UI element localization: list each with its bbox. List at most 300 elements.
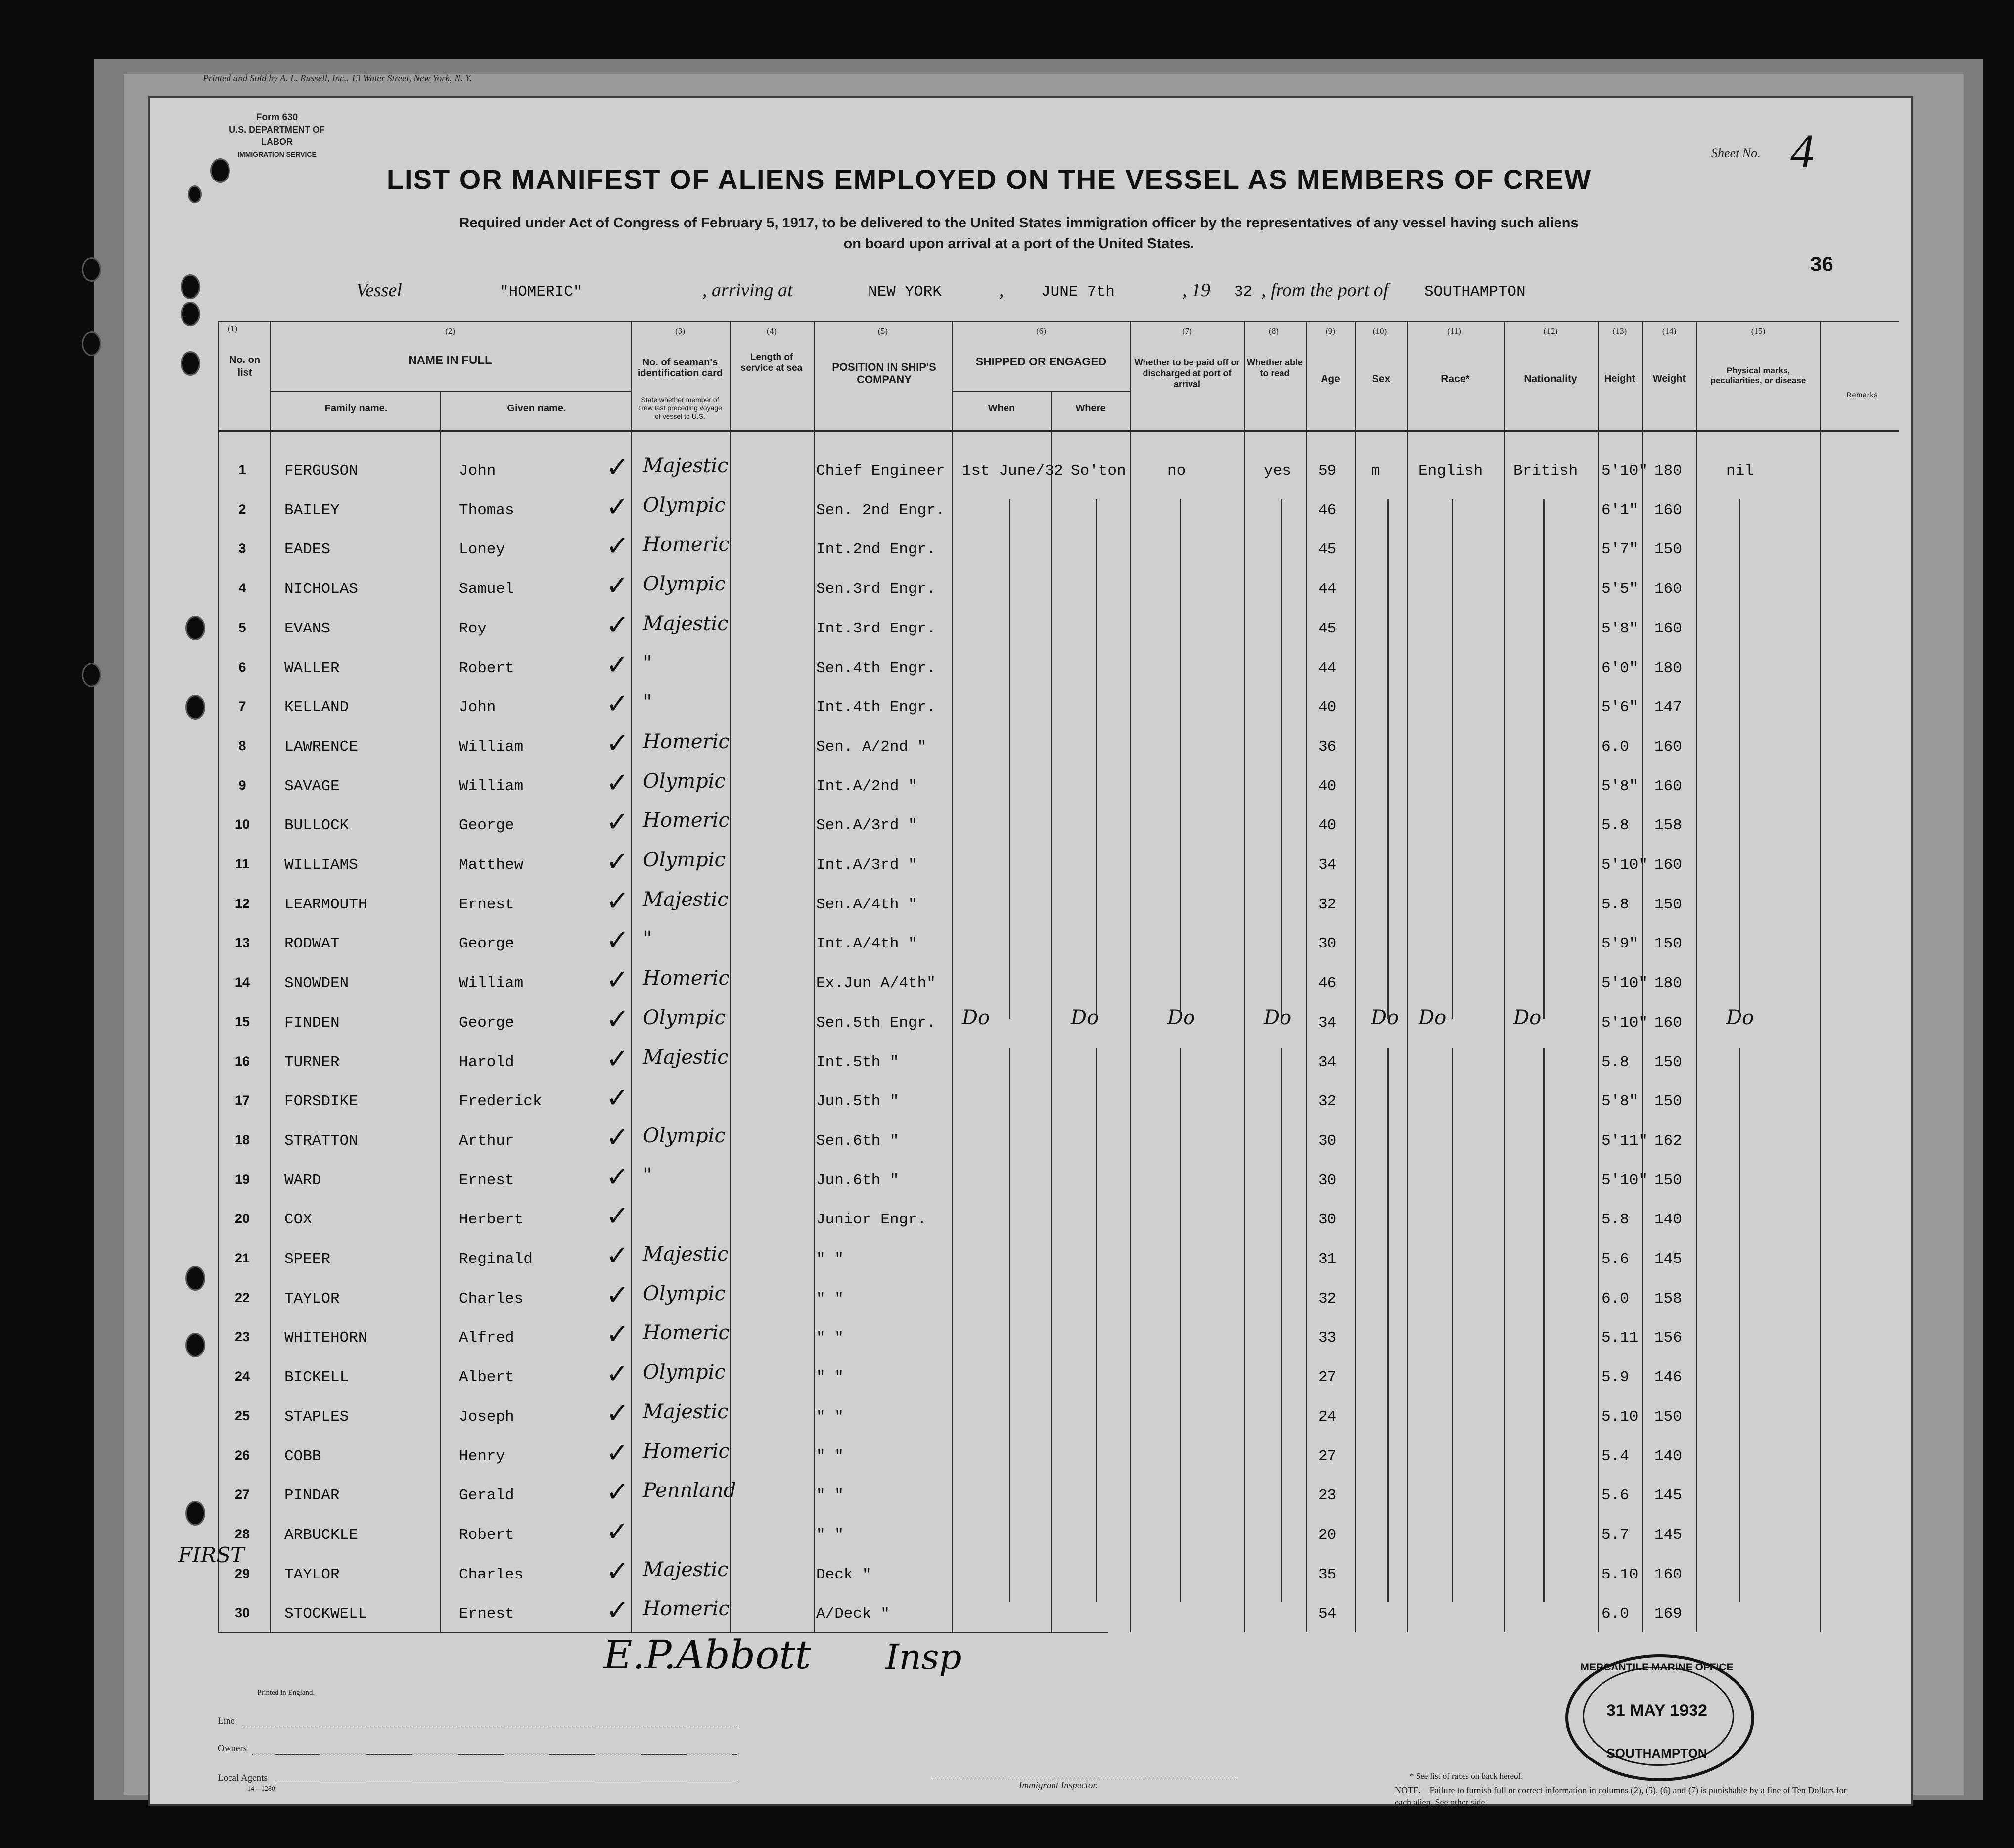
table-row	[0, 924, 2014, 965]
position: Int.4th Engr.	[816, 699, 936, 716]
age: 44	[1318, 581, 1337, 598]
age: 20	[1318, 1527, 1337, 1544]
table-row	[0, 649, 2014, 689]
stamp-bottom-text: SOUTHAMPTON	[1606, 1746, 1707, 1760]
row-number: 16	[234, 1054, 250, 1069]
given-name: George	[459, 935, 514, 952]
weight: 145	[1654, 1251, 1682, 1268]
ditto-stroke	[1739, 1048, 1740, 1602]
table-row	[0, 727, 2014, 768]
identification-card: Homeric	[643, 730, 730, 753]
height: 5.8	[1602, 1054, 1629, 1071]
position: " "	[816, 1369, 844, 1386]
row-number: 4	[238, 581, 246, 595]
table-row	[0, 1003, 2014, 1044]
position: Sen.3rd Engr.	[816, 581, 936, 598]
height: 5'8"	[1602, 1093, 1639, 1110]
height: 5.6	[1602, 1251, 1629, 1268]
checkmark-icon: ✓	[606, 1279, 629, 1311]
sex: Do	[1371, 1006, 1399, 1029]
table-row	[0, 1279, 2014, 1320]
ditto-stroke	[1180, 1048, 1181, 1602]
checkmark-icon: ✓	[606, 1555, 629, 1587]
given-name: William	[459, 778, 524, 795]
given-name: Roy	[459, 620, 487, 637]
column-number: (9)	[1326, 326, 1335, 336]
given-name: George	[459, 1014, 514, 1032]
family-name: TAYLOR	[284, 1290, 340, 1307]
table-row	[0, 1358, 2014, 1398]
row-number: 2	[238, 502, 246, 517]
printer-line: Printed and Sold by A. L. Russell, Inc., 13 Water Street, New York, N. Y.	[203, 73, 472, 84]
column-number: (13)	[1612, 326, 1627, 336]
row-number: 25	[234, 1408, 250, 1423]
position: Sen.6th "	[816, 1132, 899, 1150]
age: 32	[1318, 896, 1337, 913]
footer-owners-rule	[252, 1754, 737, 1755]
arriving-label: , arriving at	[702, 280, 793, 301]
age: 30	[1318, 1211, 1337, 1228]
table-row	[0, 451, 2014, 492]
checkmark-icon: ✓	[606, 1437, 629, 1469]
height: 5.6	[1602, 1487, 1629, 1504]
header-age: Age	[1321, 373, 1340, 385]
grid-line	[440, 391, 441, 1632]
table-row	[0, 609, 2014, 650]
weight: 160	[1654, 502, 1682, 519]
subtitle-line-2: on board upon arrival at a port of the United States.	[843, 236, 1194, 252]
given-name: Robert	[459, 660, 514, 677]
given-name: William	[459, 738, 524, 756]
stamp-top-text: MERCANTILE MARINE OFFICE	[1580, 1662, 1734, 1673]
weight: 140	[1654, 1448, 1682, 1465]
age: 30	[1318, 935, 1337, 952]
physical-marks: Do	[1726, 1006, 1754, 1029]
row-number: 14	[234, 975, 250, 990]
family-name: FERGUSON	[284, 462, 358, 480]
row-number: 5	[238, 620, 246, 635]
identification-card: Homeric	[643, 1597, 730, 1620]
height: 6.0	[1602, 1290, 1629, 1307]
ditto-stroke	[1387, 1048, 1389, 1602]
position: Int.2nd Engr.	[816, 541, 936, 558]
position: Junior Engr.	[816, 1211, 927, 1228]
table-row	[0, 491, 2014, 532]
age: 35	[1318, 1566, 1337, 1583]
row-number: 18	[234, 1132, 250, 1147]
checkmark-icon: ✓	[606, 530, 629, 562]
race: English	[1419, 462, 1483, 480]
weight: 158	[1654, 1290, 1682, 1307]
family-name: STAPLES	[284, 1408, 349, 1426]
year-prefix: , 19	[1182, 280, 1210, 301]
ditto-stroke	[1452, 1048, 1453, 1602]
table-row	[0, 1240, 2014, 1280]
checkmark-icon: ✓	[606, 451, 629, 484]
checkmark-icon: ✓	[606, 885, 629, 917]
from-label: , from the port of	[1261, 280, 1389, 301]
given-name: Herbert	[459, 1211, 524, 1228]
identification-card: Majestic	[643, 454, 729, 477]
given-name: Ernest	[459, 1172, 514, 1189]
weight: 150	[1654, 935, 1682, 952]
position: Sen.4th Engr.	[816, 660, 936, 677]
given-name: Ernest	[459, 896, 514, 913]
year-suffix: 32	[1234, 283, 1253, 301]
given-name: Robert	[459, 1527, 514, 1544]
height: 5'8"	[1602, 778, 1639, 795]
table-row	[0, 806, 2014, 847]
weight: 180	[1654, 462, 1682, 480]
sheet-stamp-number: 36	[1810, 252, 1833, 275]
given-name: Charles	[459, 1290, 524, 1307]
stamp-date: 31 MAY 1932	[1606, 1701, 1708, 1720]
margin-note: FIRST	[178, 1543, 245, 1567]
weight: 158	[1654, 817, 1682, 834]
position: " "	[816, 1487, 844, 1504]
service-name: IMMIGRATION SERVICE	[237, 150, 317, 158]
able-to-read: Do	[1264, 1006, 1292, 1029]
row-number: 20	[234, 1211, 250, 1226]
position: Deck "	[816, 1566, 871, 1583]
identification-card: Olympic	[643, 849, 726, 871]
row-number: 26	[234, 1448, 250, 1463]
weight: 160	[1654, 738, 1682, 756]
family-name: KELLAND	[284, 699, 349, 716]
family-name: FORSDIKE	[284, 1093, 358, 1110]
column-number: (11)	[1447, 326, 1461, 336]
checkmark-icon: ✓	[606, 727, 629, 760]
row-number: 11	[235, 856, 250, 871]
age: 45	[1318, 620, 1337, 637]
column-number: (10)	[1373, 326, 1387, 336]
checkmark-icon: ✓	[606, 964, 629, 996]
weight: 140	[1654, 1211, 1682, 1228]
checkmark-icon: ✓	[606, 1200, 629, 1232]
position: Int.A/3rd "	[816, 856, 917, 874]
position: " "	[816, 1251, 844, 1268]
weight: 160	[1654, 620, 1682, 637]
position: " "	[816, 1448, 844, 1465]
column-number: (4)	[767, 326, 777, 336]
checkmark-icon: ✓	[606, 491, 629, 523]
ditto-stroke	[1452, 499, 1453, 1019]
arrival-port: NEW YORK	[868, 283, 942, 301]
table-row	[0, 767, 2014, 808]
ditto-stroke	[1009, 1048, 1010, 1602]
checkmark-icon: ✓	[606, 1161, 629, 1193]
table-row	[0, 1161, 2014, 1202]
nationality: Do	[1513, 1006, 1542, 1029]
header-paid-off: Whether to be paid off or discharged at port of arrival	[1134, 358, 1240, 389]
checkmark-icon: ✓	[606, 609, 629, 641]
table-row	[0, 885, 2014, 926]
family-name: WHITEHORN	[284, 1329, 367, 1347]
given-name: Thomas	[459, 502, 514, 519]
row-number: 8	[238, 738, 246, 753]
family-name: SNOWDEN	[284, 975, 349, 992]
punch-hole-icon	[210, 158, 230, 183]
sheet-number-value: 4	[1790, 125, 1814, 178]
identification-card: Homeric	[643, 1440, 730, 1463]
row-number: 17	[234, 1093, 250, 1108]
table-row	[0, 530, 2014, 571]
age: 31	[1318, 1251, 1337, 1268]
column-number: (14)	[1662, 326, 1677, 336]
age: 59	[1318, 462, 1337, 480]
header-weight: Weight	[1652, 373, 1686, 384]
shipped-when: 1st June/32	[962, 462, 1063, 480]
family-name: RODWAT	[284, 935, 340, 952]
checkmark-icon: ✓	[606, 1516, 629, 1548]
position: Chief Engineer	[816, 462, 945, 480]
footer-races-note: * See list of races on back hereof.	[1410, 1771, 1523, 1781]
identification-card: Majestic	[643, 888, 729, 911]
age: 32	[1318, 1093, 1337, 1110]
grid-line	[952, 391, 1130, 392]
family-name: NICHOLAS	[284, 581, 358, 598]
table-row	[0, 1594, 2014, 1635]
header-able-read: Whether able to read	[1246, 358, 1303, 378]
form-department-block	[213, 111, 341, 161]
position: " "	[816, 1408, 844, 1426]
family-name: LEARMOUTH	[284, 896, 367, 913]
age: 30	[1318, 1172, 1337, 1189]
punch-hole-icon	[181, 302, 200, 326]
weight: 150	[1654, 896, 1682, 913]
table-row	[0, 1397, 2014, 1438]
row-number: 21	[234, 1251, 250, 1265]
height: 5.10	[1602, 1566, 1639, 1583]
position: " "	[816, 1329, 844, 1347]
ditto-stroke	[1180, 499, 1181, 1019]
position: Int.5th "	[816, 1054, 899, 1071]
given-name: Samuel	[459, 581, 514, 598]
given-name: Charles	[459, 1566, 524, 1583]
signature-title: Insp	[885, 1637, 961, 1677]
row-number: 1	[238, 462, 246, 477]
subtitle-line-1: Required under Act of Congress of February 5, 1917, to be delivered to the United States immigration officer by the representatives of any vessel having such aliens	[459, 215, 1579, 231]
height: 5'11"	[1602, 1132, 1648, 1150]
checkmark-icon: ✓	[606, 1476, 629, 1508]
checkmark-icon: ✓	[606, 1358, 629, 1390]
height: 6'1"	[1602, 502, 1639, 519]
given-name: Arthur	[459, 1132, 514, 1150]
identification-card: Homeric	[643, 809, 730, 832]
age: 40	[1318, 817, 1337, 834]
checkmark-icon: ✓	[606, 1594, 629, 1626]
checkmark-icon: ✓	[606, 1397, 629, 1430]
height: 5'6"	[1602, 699, 1639, 716]
family-name: STRATTON	[284, 1132, 358, 1150]
age: 40	[1318, 778, 1337, 795]
identification-card: Homeric	[643, 533, 730, 556]
weight: 147	[1654, 699, 1682, 716]
height: 6.0	[1602, 1605, 1629, 1623]
checkmark-icon: ✓	[606, 767, 629, 799]
given-name: Ernest	[459, 1605, 514, 1623]
family-name: WALLER	[284, 660, 340, 677]
column-number: (2)	[445, 326, 455, 336]
ditto-stroke	[1096, 1048, 1097, 1602]
column-number: (1)	[228, 324, 237, 333]
header-id-card: No. of seaman's identification card	[637, 357, 723, 379]
age: 32	[1318, 1290, 1337, 1307]
age: 23	[1318, 1487, 1337, 1504]
height: 5'10"	[1602, 462, 1648, 480]
header-nationality: Nationality	[1524, 373, 1577, 385]
checkmark-icon: ✓	[606, 688, 629, 720]
checkmark-icon: ✓	[606, 570, 629, 602]
row-number: 19	[234, 1172, 250, 1187]
weight: 156	[1654, 1329, 1682, 1347]
comma: ,	[999, 280, 1004, 301]
footer-line-label: Line	[218, 1716, 235, 1726]
family-name: EADES	[284, 541, 331, 558]
position: Sen. 2nd Engr.	[816, 502, 945, 519]
age: 34	[1318, 1054, 1337, 1071]
identification-card: Olympic	[643, 770, 726, 793]
punch-hole-icon	[181, 274, 200, 299]
given-name: John	[459, 699, 496, 716]
identification-card: "	[643, 691, 652, 714]
physical-marks: nil	[1726, 462, 1754, 480]
checkmark-icon: ✓	[606, 1082, 629, 1114]
family-name: SPEER	[284, 1251, 331, 1268]
paid-off: Do	[1167, 1006, 1195, 1029]
header-when: When	[988, 403, 1015, 414]
table-row	[0, 1122, 2014, 1162]
age: 54	[1318, 1605, 1337, 1623]
footer-agents-label: Local Agents	[218, 1773, 268, 1783]
header-no-on-list: No. on list	[229, 355, 261, 378]
header-id-card-sub: State whether member of crew last preceding voyage of vessel to U.S.	[638, 396, 722, 420]
table-row	[0, 1437, 2014, 1478]
column-number: (8)	[1269, 326, 1279, 336]
punch-hole-icon	[82, 257, 101, 282]
height: 5'10"	[1602, 1172, 1648, 1189]
identification-card: Olympic	[643, 1282, 726, 1305]
height: 5.8	[1602, 896, 1629, 913]
shipped-where: So'ton	[1071, 462, 1126, 480]
position: Jun.5th "	[816, 1093, 899, 1110]
height: 5.8	[1602, 1211, 1629, 1228]
age: 44	[1318, 660, 1337, 677]
given-name: Loney	[459, 541, 505, 558]
identification-card: Homeric	[643, 967, 730, 990]
footer-form-code: 14—1280	[247, 1785, 275, 1793]
age: 33	[1318, 1329, 1337, 1347]
vessel-label: Vessel	[356, 280, 402, 301]
family-name: COX	[284, 1211, 312, 1228]
weight: 150	[1654, 541, 1682, 558]
sex: m	[1371, 462, 1380, 480]
height: 5'10"	[1602, 856, 1648, 874]
row-number: 15	[234, 1014, 250, 1029]
row-number: 27	[234, 1487, 250, 1502]
table-row	[0, 1318, 2014, 1359]
column-number: (5)	[878, 326, 888, 336]
column-number: (6)	[1036, 326, 1046, 336]
given-name: Albert	[459, 1369, 514, 1386]
position: Sen.5th Engr.	[816, 1014, 936, 1032]
race: Do	[1419, 1006, 1447, 1029]
height: 5'7"	[1602, 541, 1639, 558]
family-name: FINDEN	[284, 1014, 340, 1032]
given-name: Henry	[459, 1448, 505, 1465]
age: 46	[1318, 502, 1337, 519]
ditto-stroke	[1281, 1048, 1282, 1602]
position: " "	[816, 1290, 844, 1307]
ditto-stroke	[1387, 499, 1389, 1019]
age: 36	[1318, 738, 1337, 756]
given-name: Reginald	[459, 1251, 533, 1268]
row-number: 13	[234, 935, 250, 950]
identification-card: "	[643, 927, 652, 950]
row-number: 28	[234, 1527, 250, 1541]
position: Int.3rd Engr.	[816, 620, 936, 637]
weight: 160	[1654, 856, 1682, 874]
position: Sen. A/2nd "	[816, 738, 927, 756]
grid-line	[270, 391, 631, 392]
footer-owners-label: Owners	[218, 1743, 247, 1754]
row-number: 6	[238, 660, 246, 675]
column-number: (15)	[1751, 326, 1766, 336]
header-given-name: Given name.	[507, 403, 566, 414]
header-name-in-full: NAME IN FULL	[408, 354, 492, 367]
ditto-stroke	[1543, 1048, 1545, 1602]
identification-card: Olympic	[643, 573, 726, 595]
age: 45	[1318, 541, 1337, 558]
family-name: LAWRENCE	[284, 738, 358, 756]
height: 6.0	[1602, 738, 1629, 756]
family-name: TURNER	[284, 1054, 340, 1071]
column-number: (12)	[1543, 326, 1558, 336]
position: Sen.A/3rd "	[816, 817, 917, 834]
header-where: Where	[1075, 403, 1106, 414]
checkmark-icon: ✓	[606, 1318, 629, 1351]
age: 27	[1318, 1369, 1337, 1386]
row-number: 10	[234, 817, 250, 832]
weight: 180	[1654, 660, 1682, 677]
height: 5'8"	[1602, 620, 1639, 637]
family-name: TAYLOR	[284, 1566, 340, 1583]
ditto-stroke	[1543, 499, 1545, 1019]
weight: 150	[1654, 1408, 1682, 1426]
identification-card: Homeric	[643, 1321, 730, 1344]
weight: 146	[1654, 1369, 1682, 1386]
height: 5.8	[1602, 817, 1629, 834]
nationality: British	[1513, 462, 1578, 480]
given-name: Frederick	[459, 1093, 542, 1110]
height: 5.9	[1602, 1369, 1629, 1386]
ditto-stroke	[1739, 499, 1740, 1019]
table-row	[0, 688, 2014, 728]
row-number: 3	[238, 541, 246, 556]
height: 5'10"	[1602, 1014, 1648, 1032]
height: 5.10	[1602, 1408, 1639, 1426]
family-name: EVANS	[284, 620, 331, 637]
given-name: John	[459, 462, 496, 480]
page-title: LIST OR MANIFEST OF ALIENS EMPLOYED ON THE VESSEL AS MEMBERS OF CREW	[386, 164, 1592, 195]
checkmark-icon: ✓	[606, 1240, 629, 1272]
age: 34	[1318, 856, 1337, 874]
height: 5.11	[1602, 1329, 1639, 1347]
departure-port: SOUTHAMPTON	[1424, 283, 1526, 301]
checkmark-icon: ✓	[606, 846, 629, 878]
row-number: 24	[234, 1369, 250, 1384]
footer-penalty-note: NOTE.—Failure to furnish full or correct information in columns (2), (5), (6) and (7) is punishable by a fine of Ten Dollars for each alien. See other side.	[1395, 1785, 1847, 1807]
